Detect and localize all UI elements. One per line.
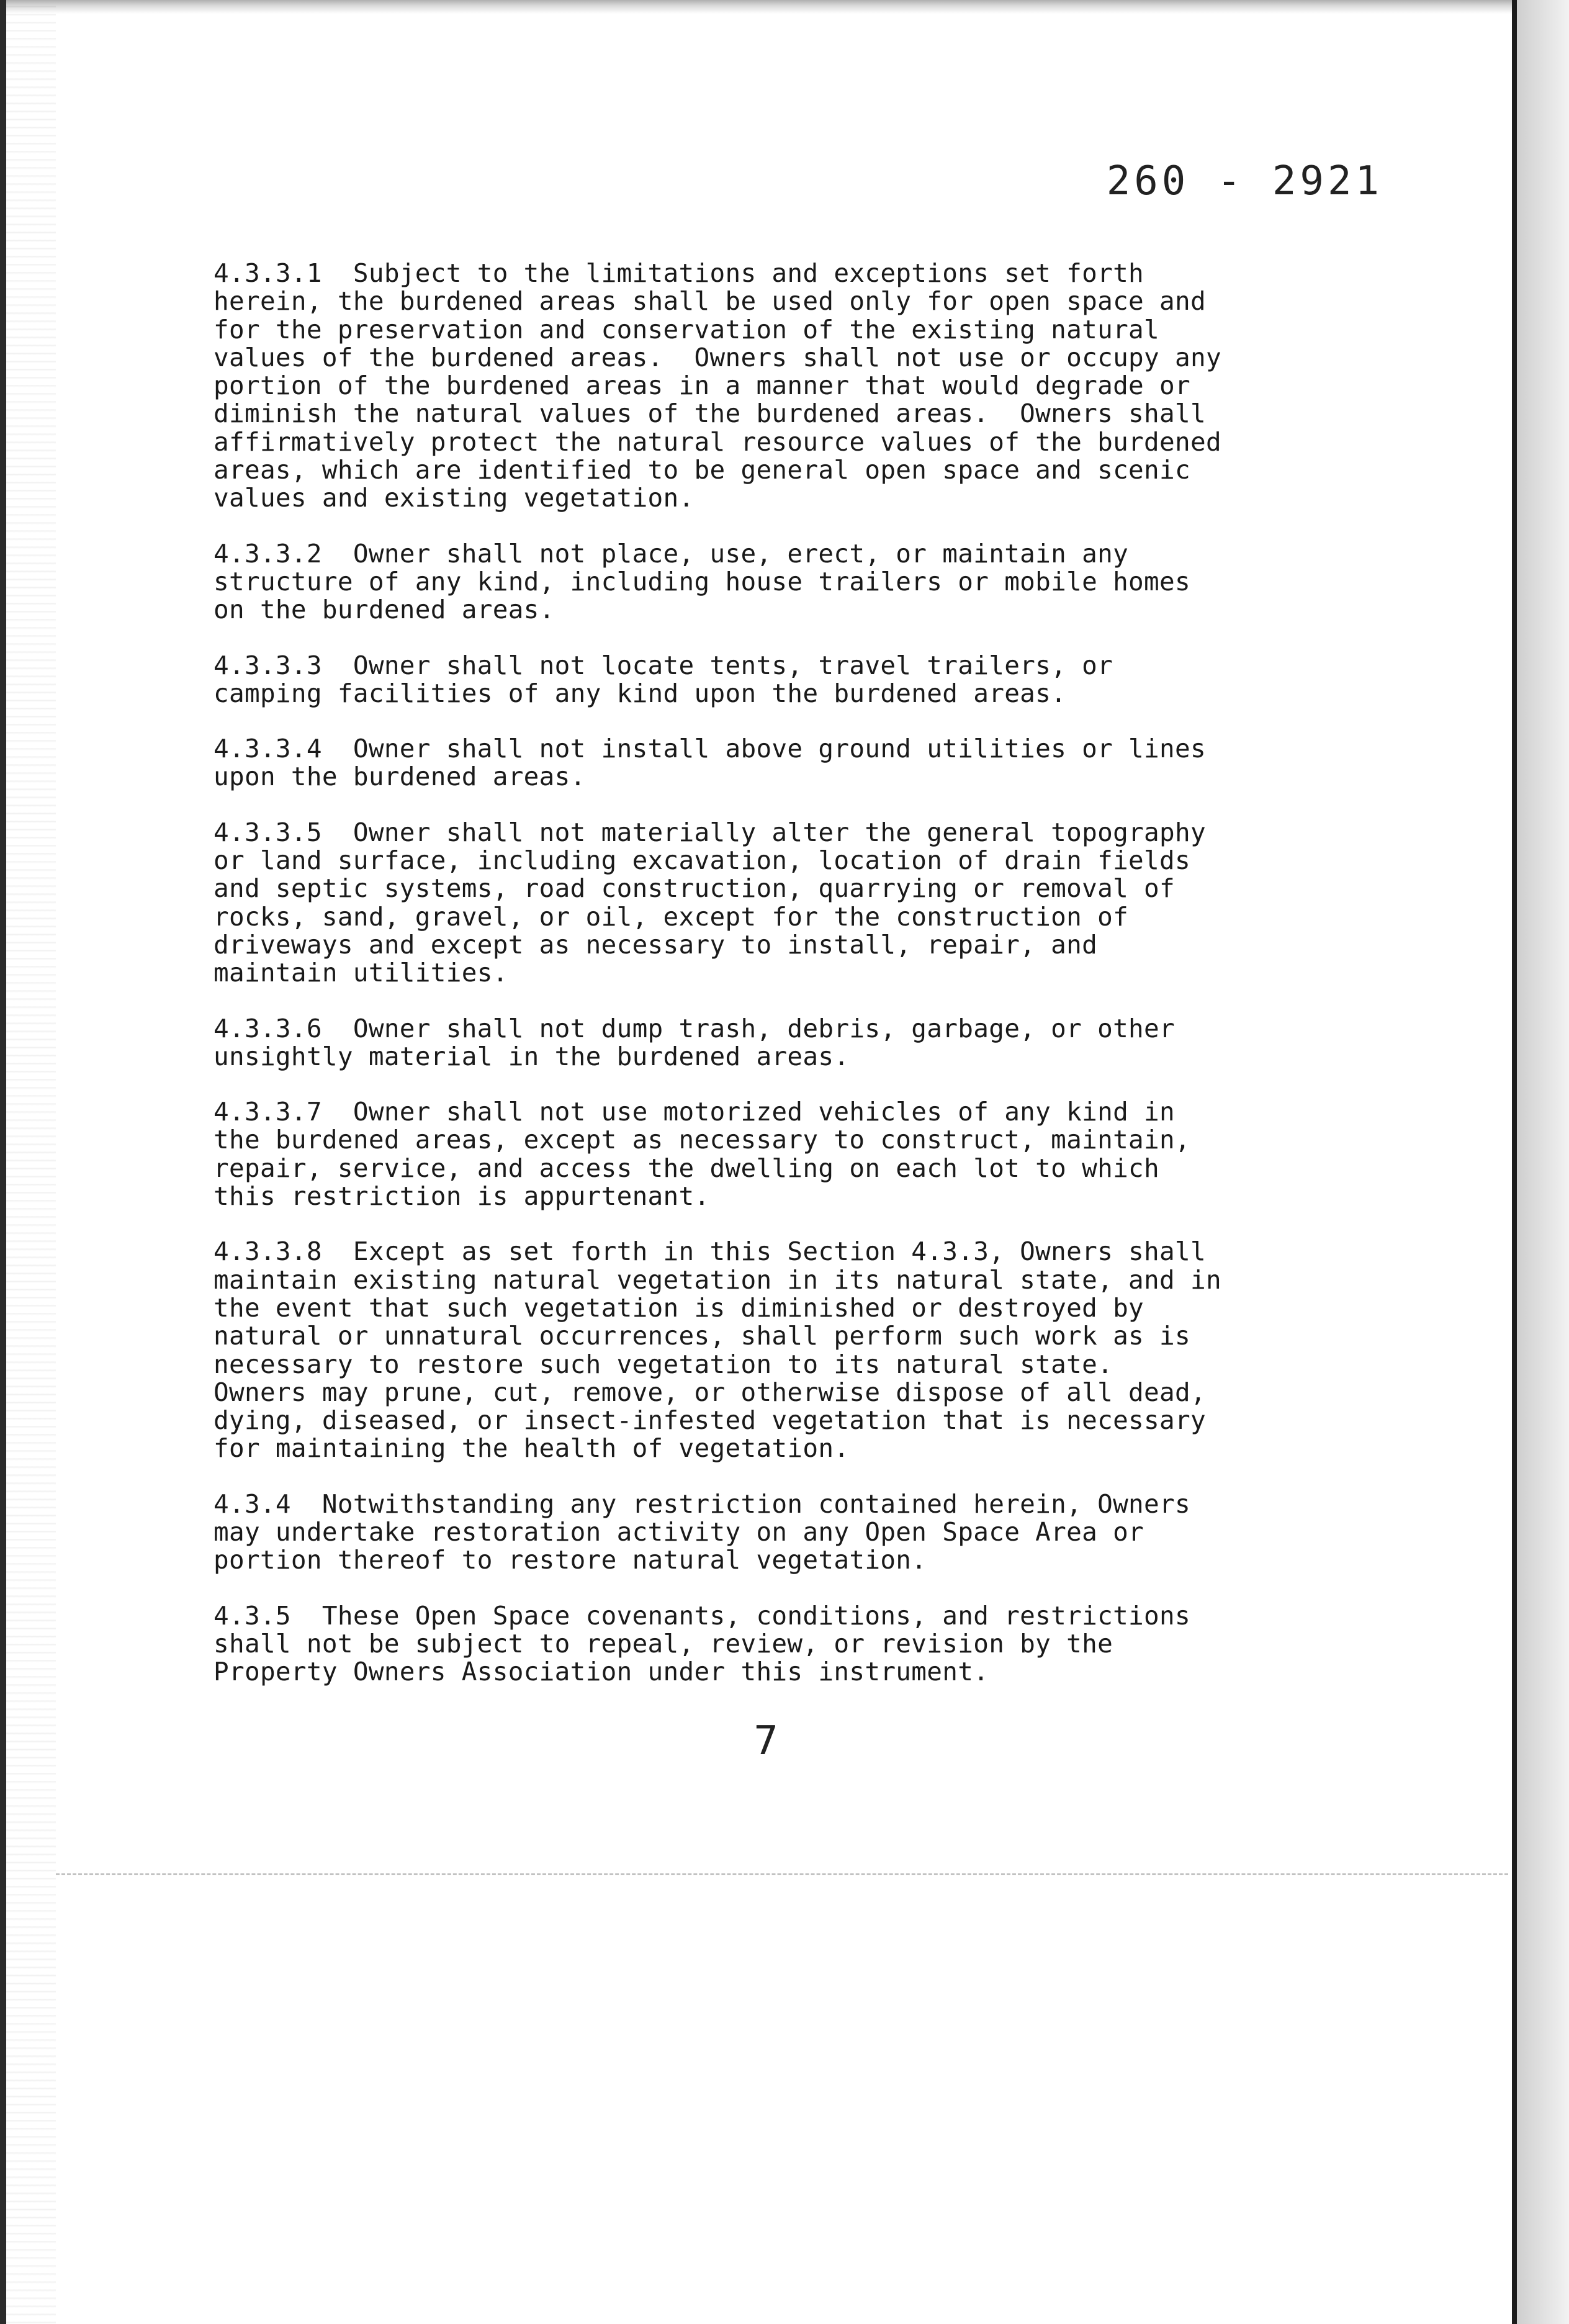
paragraph-4-3-4: 4.3.4 Notwithstanding any restriction contained herein, Owners may undertake restoration activity on any Open Space Area or portion thereof to restore natural vegetation.: [214, 1489, 1190, 1575]
scan-edge-left: [0, 0, 6, 2324]
paragraph-4-3-3-1: 4.3.3.1 Subject to the limitations and exceptions set forth herein, the burdened areas shall be used only for open space and for the preservation and conservation of the existing natural values of the burdened areas. Owners shall not use or occupy any portion of the burdened areas in a manner that would degrade or diminish the natural values of the burdened areas. Owners shall affirmatively protect the natural resource values of the burdened areas, which are identified to be general open space and scenic values and existing vegetation.: [214, 258, 1221, 513]
scan-artifact-line: [56, 1873, 1508, 1875]
scan-edge-right: [1512, 0, 1517, 2324]
document-number: 260 - 2921: [1106, 158, 1383, 204]
paragraph-4-3-5: 4.3.5 These Open Space covenants, conditions, and restrictions shall not be subject to repeal, review, or revision by the Property Owners Association under this instrument.: [214, 1600, 1190, 1687]
paragraph-4-3-3-3: 4.3.3.3 Owner shall not locate tents, travel trailers, or camping facilities of any kind upon the burdened areas.: [214, 650, 1113, 708]
paragraph-4-3-3-6: 4.3.3.6 Owner shall not dump trash, debris, garbage, or other unsightly material in the burdened areas.: [214, 1013, 1176, 1071]
scan-edge-top: [0, 0, 1569, 14]
document-body: [214, 259, 1380, 1713]
page-number: 7: [753, 1718, 779, 1764]
scan-shade-right: [1517, 0, 1569, 2324]
paragraph-4-3-3-2: 4.3.3.2 Owner shall not place, use, erect, or maintain any structure of any kind, including house trailers or mobile homes on the burdened areas.: [214, 538, 1190, 625]
paragraph-4-3-3-5: 4.3.3.5 Owner shall not materially alter the general topography or land surface, including excavation, location of drain fields and septic systems, road construction, quarrying or removal of rocks, sand, gravel, or oil, except for the construction of driveways and except as necessary to install, repair, and maintain utilities.: [214, 817, 1206, 988]
paragraph-4-3-3-4: 4.3.3.4 Owner shall not install above ground utilities or lines upon the burdened areas.: [214, 734, 1206, 792]
paragraph-4-3-3-8: 4.3.3.8 Except as set forth in this Section 4.3.3, Owners shall maintain existing natural vegetation in its natural state, and in the event that such vegetation is diminished or destroyed by natural or unnatural occurrences, shall perform such work as is necessary to restore such vegetation to its natural state. Owners may prune, cut, remove, or otherwise dispose of all dead, dying, diseased, or insect-infested vegetation that is necessary for maintaining the health of vegetation.: [214, 1236, 1221, 1464]
paragraph-4-3-3-7: 4.3.3.7 Owner shall not use motorized vehicles of any kind in the burdened areas, except as necessary to construct, maintain, repair, service, and access the dwelling on each lot to which this restriction is appurtenant.: [214, 1097, 1190, 1212]
scan-noise-left: [6, 0, 56, 2324]
